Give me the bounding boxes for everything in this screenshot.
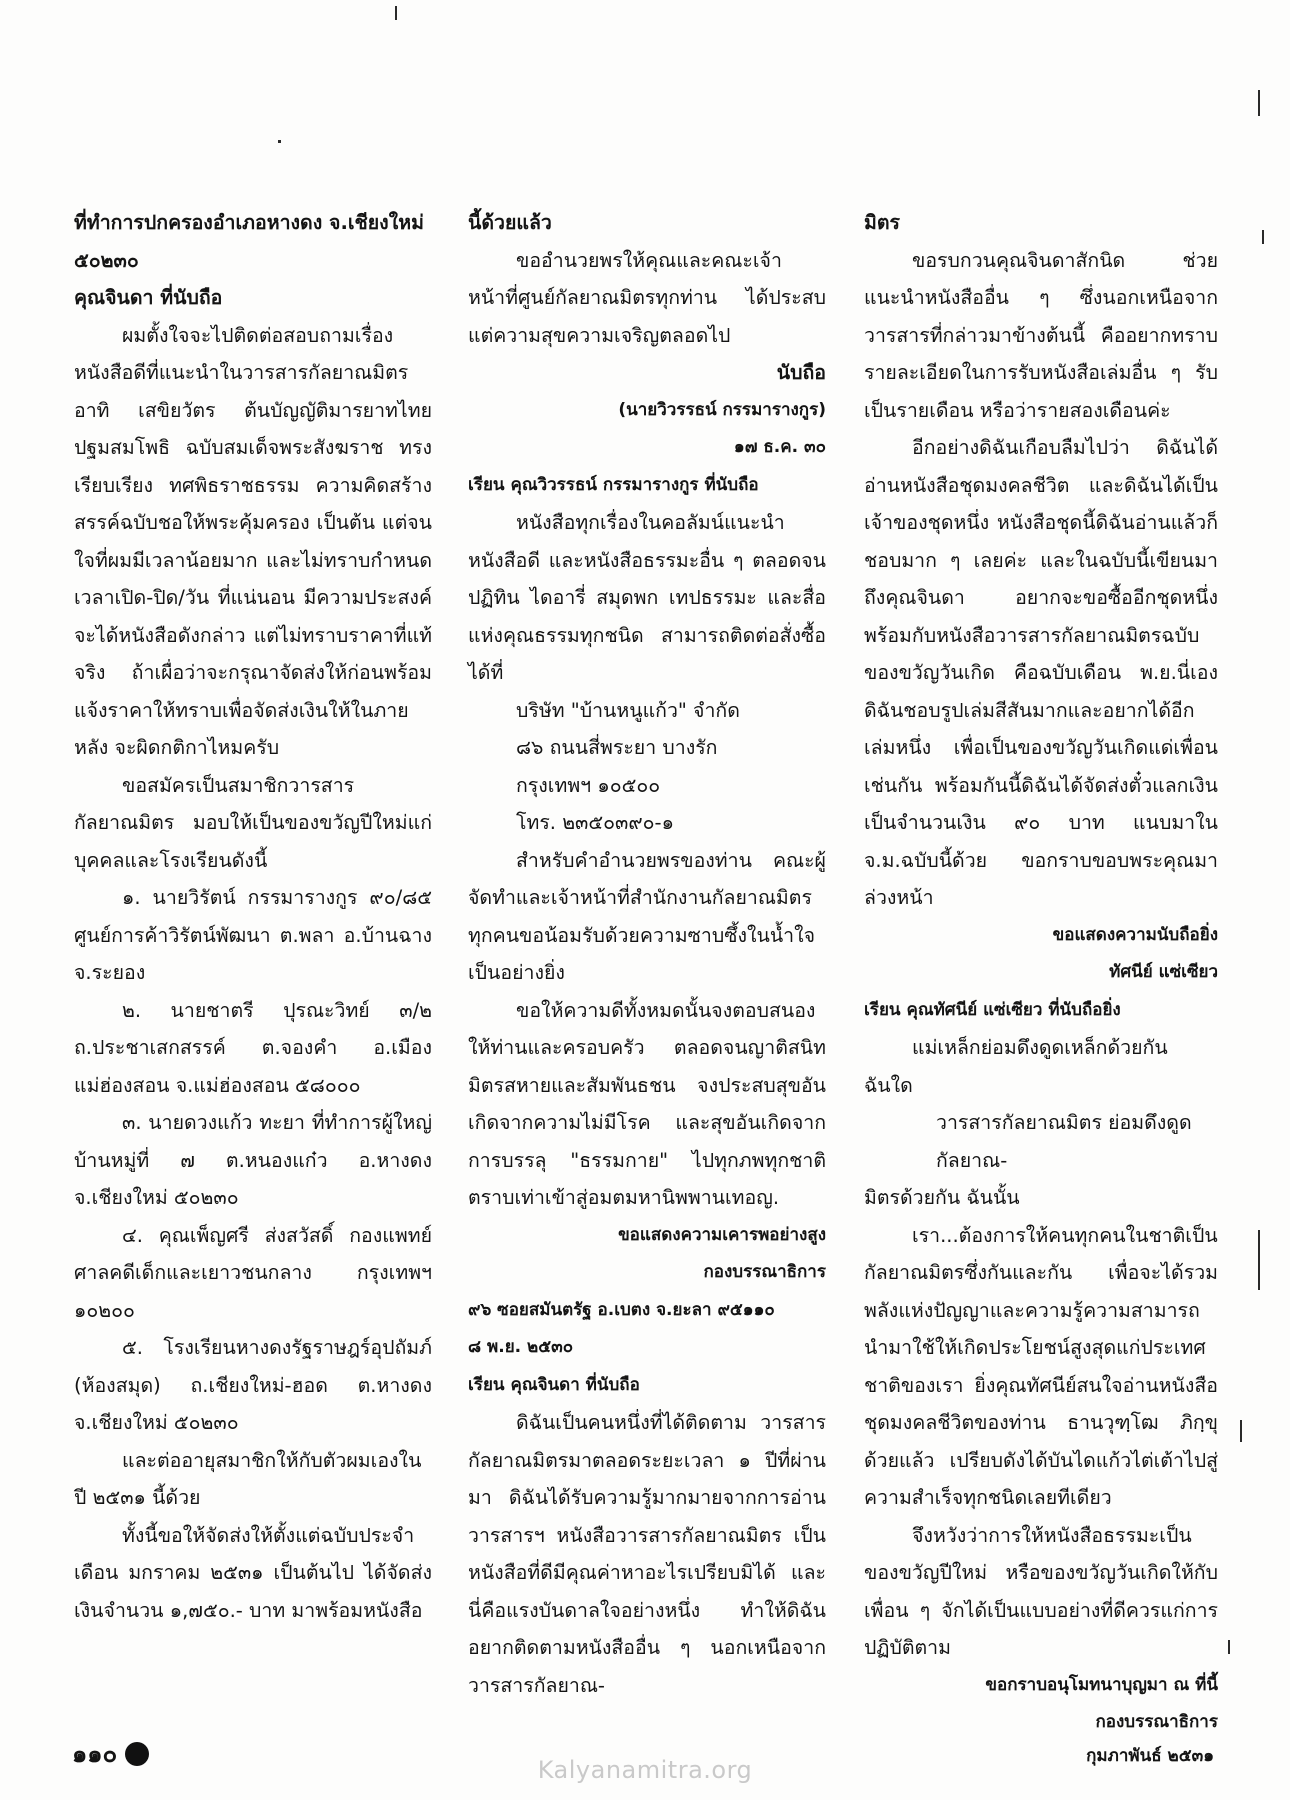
issue-date: กุมภาพันธ์ ๒๕๓๑ (1086, 1746, 1214, 1766)
reply-paragraph: เรา...ต้องการให้คนทุกคนในชาติเป็นกัลยาณมิตรซึ่งกันและกัน เพื่อจะได้รวมพลังแห่งปัญญาและความรู้ความสามารถ นำมาใช้ให้เกิดประโยชน์สูงสุดแก่ประเทศชาติของเรา ยิ่งคุณทัศนีย์สนใจอ่านหนังสือชุดมงคลชีวิตของท่าน ธานวุฑฺโฒ ภิกฺขุ ด้วยแล้ว เปรียบดังได้บันไดแก้วไต่เต้าไปสู่ความสำเร็จทุกชนิดเลยทีเดียว (864, 1223, 1218, 1509)
scan-mark (395, 6, 397, 20)
reply-paragraph: จึงหวังว่าการให้หนังสือธรรมะเป็นของขวัญปีใหม่ หรือของขวัญวันเกิดให้กับเพื่อน ๆ จักได้เป็นแบบอย่างที่ดีควรแก่การปฏิบัติตาม (864, 1523, 1218, 1659)
reply-salutation: เรียน คุณวิวรรธน์ กรรมารางกูร ที่นับถือ (468, 474, 759, 495)
watermark: Kalyanamitra.org (537, 1756, 753, 1784)
shop-phone: โทร. ๒๓๕๐๓๙๐-๑ (516, 811, 674, 834)
sender-address: ๙๖ ซอยสมันตรัฐ อ.เบตง จ.ยะลา ๙๕๑๑๐ (468, 1299, 775, 1320)
reply-signature: กองบรรณาธิการ (703, 1262, 826, 1282)
scan-mark (1258, 90, 1260, 116)
reply-signature: กองบรรณาธิการ (1095, 1712, 1218, 1732)
shop-address-line: กรุงเทพฯ ๑๐๕๐๐ (516, 773, 661, 797)
scan-mark (278, 140, 281, 143)
page-number: ๑๑๐ (72, 1740, 118, 1768)
poem-line: วารสารกัลยาณมิตร ย่อมดึงดูดกัลยาณ- (936, 1111, 1192, 1172)
reply-paragraph: หนังสือทุกเรื่องในคอลัมน์แนะนำหนังสือดี และหนังสือธรรมะอื่น ๆ ตลอดจนปฏิทิน ไดอารี่ สมุดพก เทปธรรมะ และสื่อแห่งคุณธรรมทุกชนิด สามารถติดต่อสั่งซื้อได้ที่ (468, 511, 826, 684)
reply-paragraph: สำหรับคำอำนวยพรของท่าน คณะผู้จัดทำและเจ้าหน้าที่สำนักงานกัลยาณมิตร ทุกคนขอน้อมรับด้วยความซาบซึ้งในน้ำใจเป็นอย่างยิ่ง (468, 848, 826, 984)
letter-paragraph: ผมตั้งใจจะไปติดต่อสอบถามเรื่องหนังสือดีที่แนะนำในวารสารกัลยาณมิตร อาทิ เสขิยวัตร ต้นบัญญัติมารยาทไทย ปฐมสมโพธิ ฉบับสมเด็จพระสังฆราช ทรงเรียบเรียง ทศพิธราชธรรม ความคิดสร้างสรรค์ฉบับชอให้พระคุ้มครอง เป็นต้น แต่จนใจที่ผมมีเวลาน้อยมาก และไม่ทราบกำหนดเวลาเปิด-ปิด/วัน ที่แน่นอน มีความประสงค์จะได้หนังสือดังกล่าว แต่ไม่ทราบราคาที่แท้จริง ถ้าเผื่อว่าจะกรุณาจัดส่งให้ก่อนพร้อมแจ้งราคาให้ทราบเพื่อจัดส่งเงินให้ในภายหลัง จะผิดกติกาไหมครับ (74, 323, 432, 759)
shop-address-line: บริษัท "บ้านหนูแก้ว" จำกัด (516, 698, 740, 722)
scan-mark (1262, 230, 1264, 244)
poem-line: แม่เหล็กย่อมดึงดูดเหล็กด้วยกัน ฉันใด (864, 1036, 1168, 1097)
recipient-item: ๔. คุณเพ็ญศรี ส่งสวัสดิ์ กองแพทย์ ศาลคดีเด็กและเยาวชนกลาง กรุงเทพฯ ๑๐๒๐๐ (74, 1223, 432, 1322)
letter-paragraph: ขอรบกวนคุณจินดาสักนิด ช่วยแนะนำหนังสืออื่น ๆ ซึ่งนอกเหนือจากวารสารที่กล่าวมาข้างต้นนี้ คืออยากทราบรายละเอียดในการรับหนังสือเล่มอื่น ๆ รับเป็นรายเดือน หรือว่ารายสองเดือนค่ะ (864, 248, 1218, 422)
letter-paragraph: ขออำนวยพรให้คุณและคณะเจ้าหน้าที่ศูนย์กัลยาณมิตรทุกท่าน ได้ประสบแต่ความสุขความเจริญตลอดไป (468, 248, 826, 347)
letter-paragraph: และต่ออายุสมาชิกให้กับตัวผมเองในปี ๒๕๓๑ นี้ด้วย (74, 1448, 422, 1509)
letter-closing: นับถือ (776, 361, 826, 384)
shop-address-line: ๘๖ ถนนสี่พระยา บางรัก (516, 736, 718, 759)
recipient-item: ๓. นายดวงแก้ว ทะยา ที่ทำการผู้ใหญ่บ้านหมู่ที่ ๗ ต.หนองแก๋ว อ.หางดง จ.เชียงใหม่ ๕๐๒๓๐ (74, 1111, 432, 1209)
letter-paragraph: ดิฉันเป็นคนหนึ่งที่ได้ติดตาม วารสารกัลยาณมิตรมาตลอดระยะเวลา ๑ ปีที่ผ่านมา ดิฉันได้รับความรู้มากมายจากการอ่านวารสารฯ หนังสือวารสารกัลยาณมิตร เป็นหนังสือที่ดีมีคุณค่าหาอะไรเปรียบมิได้ และนี่คือแรงบันดาลใจอย่างหนึ่ง ทำให้ดิฉันอยากติดตามหนังสืออื่น ๆ นอกเหนือจากวารสารกัลยาณ- (468, 1411, 826, 1697)
salutation: คุณจินดา ที่นับถือ (74, 286, 223, 309)
letter-date: ๑๗ ธ.ค. ๓๐ (733, 437, 826, 457)
letter-signature: ทัศนีย์ แซ่เซียว (1109, 962, 1218, 982)
letter-signature: (นายวิวรรธน์ กรรมารางกูร) (618, 399, 826, 420)
continued-line: มิตร (864, 211, 900, 234)
letter-paragraph: ขอสมัครเป็นสมาชิกวารสารกัลยาณมิตร มอบให้เป็นของขวัญปีใหม่แก่บุคคลและโรงเรียนดังนี้ (74, 773, 432, 872)
column-1 (74, 204, 432, 1629)
recipient-item: ๑. นายวิรัตน์ กรรมารางกูร ๙๐/๘๕ ศูนย์การค้าวิรัตน์พัฒนา ต.พลา อ.บ้านฉาง จ.ระยอง (74, 886, 432, 984)
salutation: เรียน คุณจินดา ที่นับถือ (468, 1374, 640, 1395)
column-2 (468, 204, 826, 1704)
recipient-item: ๕. โรงเรียนหางดงรัฐราษฎร์อุปถัมภ์ (ห้องสมุด) ถ.เชียงใหม่-ฮอด ต.หางดง จ.เชียงใหม่ ๕๐๒๓๐ (74, 1336, 432, 1434)
reply-salutation: เรียน คุณทัศนีย์ แซ่เซียว ที่นับถือยิ่ง (864, 999, 1121, 1020)
letter-date: ๘ พ.ย. ๒๕๓๐ (468, 1337, 574, 1357)
letter-paragraph: อีกอย่างดิฉันเกือบลืมไปว่า ดิฉันได้อ่านหนังสือชุดมงคลชีวิต และดิฉันได้เป็นเจ้าของชุดหนึ่ง หนังสือชุดนี้ดิฉันอ่านแล้วก็ชอบมาก ๆ เลยค่ะ และในฉบับนี้เขียนมาถึงคุณจินดา อยากจะขอซื้ออีกชุดหนึ่ง พร้อมกับหนังสือวารสารกัลยาณมิตรฉบับของขวัญวันเกิด คือฉบับเดือน พ.ย.นี่เอง ดิฉันชอบรูปเล่มสีสันมากและอยากได้อีกเล่มหนึ่ง เพื่อเป็นของขวัญวันเกิดแด่เพื่อนเช่นกัน พร้อมกันนี้ดิฉันได้จัดส่งตั๋วแลกเงินเป็นจำนวนเงิน ๙๐ บาท แนบมาใน จ.ม.ฉบับนี้ด้วย ขอกราบขอบพระคุณมาล่วงหน้า (864, 436, 1218, 909)
scan-mark (1258, 1230, 1260, 1290)
reply-closing: ขอแสดงความเคารพอย่างสูง (618, 1224, 826, 1245)
letter-paragraph: ทั้งนี้ขอให้จัดส่งให้ตั้งแต่ฉบับประจำเดือน มกราคม ๒๕๓๑ เป็นต้นไป ได้จัดส่งเงินจำนวน ๑,๗๕๐.- บาท มาพร้อมหนังสือ (74, 1523, 432, 1622)
column-3 (864, 204, 1218, 1742)
reply-closing: ขอกราบอนุโมทนาบุญมา ณ ที่นี้ (985, 1674, 1218, 1695)
scan-mark (1228, 1640, 1230, 1654)
continued-line: นี้ด้วยแล้ว (468, 211, 552, 234)
sender-address: ที่ทำการปกครองอำเภอหางดง จ.เชียงใหม่ ๕๐๒๓๐ (74, 211, 424, 272)
poem-line: มิตรด้วยกัน ฉันนั้น (864, 1186, 1020, 1209)
scan-mark (1240, 1420, 1242, 1442)
recipient-item: ๒. นายชาตรี ปุรณะวิทย์ ๓/๒ ถ.ประชาเสกสรรค์ ต.จองคำ อ.เมืองแม่ฮ่องสอน จ.แม่ฮ่องสอน ๕๘๐๐๐ (74, 998, 432, 1097)
letter-closing: ขอแสดงความนับถือยิ่ง (1052, 924, 1218, 945)
reply-paragraph: ขอให้ความดีทั้งหมดนั้นจงตอบสนองให้ท่านและครอบครัว ตลอดจนญาติสนิทมิตรสหายและสัมพันธชน จงประสบสุขอันเกิดจากความไม่มีโรค และสุขอันเกิดจากการบรรลุ "ธรรมกาย" ไปทุกภพทุกชาติตราบเท่าเข้าสู่อมตมหานิพพานเทอญ. (468, 998, 826, 1209)
